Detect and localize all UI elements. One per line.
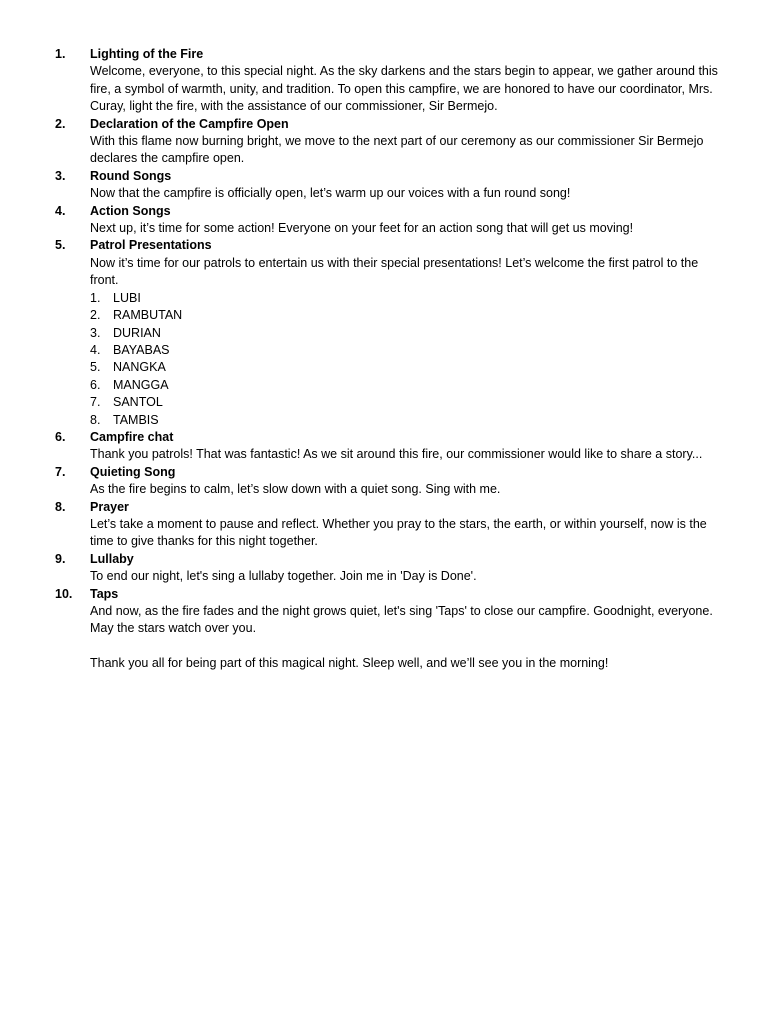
- patrol-name: NANGKA: [113, 360, 166, 375]
- item-title: Quieting Song: [90, 464, 176, 479]
- item-number: 2.: [55, 116, 66, 131]
- program-item-lighting-of-the-fire: [0, 46, 768, 116]
- closing-remarks: Thank you all for being part of this magical night. Sleep well, and we’ll see you in the morning!: [90, 656, 609, 671]
- patrol-number: 7.: [90, 395, 101, 410]
- item-text: To end our night, let's sing a lullaby together. Join me in 'Day is Done'.: [90, 569, 477, 584]
- program-item-declaration: [0, 116, 768, 168]
- patrol-item: [90, 290, 728, 307]
- item-title: Prayer: [90, 499, 129, 514]
- item-text: Welcome, everyone, to this special night. As the sky darkens and the stars begin to appear, we gather around this fire, a symbol of warmth, unity, and tradition. To open this campfire, we are honored to have our coordinator, Mrs. Curay, light the fire, with the assistance of our commissioner, Sir Bermejo.: [90, 64, 718, 114]
- patrol-number: 8.: [90, 412, 101, 427]
- item-text: And now, as the fire fades and the night grows quiet, let's sing 'Taps' to close our campfire. Goodnight, everyone. May the stars watch over you.: [90, 604, 713, 636]
- item-text: As the fire begins to calm, let’s slow down with a quiet song. Sing with me.: [90, 482, 501, 497]
- item-title: Declaration of the Campfire Open: [90, 116, 289, 131]
- campfire-program-list: [0, 46, 768, 638]
- patrol-item: [90, 307, 728, 324]
- patrol-name: SANTOL: [113, 395, 163, 410]
- program-item-quieting-song: [0, 464, 768, 499]
- patrol-item: [90, 394, 728, 411]
- item-number: 5.: [55, 238, 66, 253]
- program-item-patrol-presentations: [0, 237, 768, 428]
- patrol-name: BAYABAS: [113, 342, 170, 357]
- program-item-campfire-chat: [0, 429, 768, 464]
- item-title: Patrol Presentations: [90, 238, 212, 253]
- patrol-name: RAMBUTAN: [113, 308, 183, 323]
- item-title: Round Songs: [90, 168, 172, 183]
- item-title: Lighting of the Fire: [90, 47, 204, 61]
- patrol-number: 4.: [90, 342, 101, 357]
- patrol-name: TAMBIS: [113, 412, 159, 427]
- program-item-taps: [0, 586, 768, 638]
- item-number: 10.: [55, 586, 73, 601]
- item-title: Campfire chat: [90, 429, 174, 444]
- item-number: 3.: [55, 168, 66, 183]
- patrol-number: 5.: [90, 360, 101, 375]
- item-text: Now it’s time for our patrols to entertain us with their special presentations! Let’s welcome the first patrol to the front.: [90, 255, 699, 288]
- item-number: 4.: [55, 203, 66, 218]
- item-text: Thank you patrols! That was fantastic! As we sit around this fire, our commissioner would like to share a story...: [90, 447, 703, 462]
- item-text: Now that the campfire is officially open, let’s warm up our voices with a fun round song!: [90, 186, 571, 201]
- document-page: [0, 46, 768, 685]
- patrol-item: [90, 412, 728, 429]
- patrol-number: 6.: [90, 377, 101, 392]
- patrol-number: 1.: [90, 290, 101, 305]
- item-number: 7.: [55, 464, 66, 479]
- patrol-name: MANGGA: [113, 377, 169, 392]
- patrol-item: [90, 359, 728, 376]
- program-item-prayer: [0, 499, 768, 551]
- program-item-lullaby: [0, 551, 768, 586]
- item-text: Let’s take a moment to pause and reflect. Whether you pray to the stars, the earth, or within yourself, now is the time to give thanks for this night together.: [90, 516, 707, 549]
- patrol-item: [90, 325, 728, 342]
- item-title: Action Songs: [90, 203, 171, 218]
- program-item-round-songs: [0, 168, 768, 203]
- patrol-list: [90, 290, 728, 429]
- item-number: 9.: [55, 551, 66, 566]
- item-title: Lullaby: [90, 551, 134, 566]
- patrol-number: 2.: [90, 308, 101, 323]
- patrol-number: 3.: [90, 325, 101, 340]
- patrol-item: [90, 342, 728, 359]
- patrol-name: DURIAN: [113, 325, 161, 340]
- patrol-item: [90, 377, 728, 394]
- patrol-name: LUBI: [113, 290, 141, 305]
- item-number: 1.: [55, 47, 66, 61]
- item-title: Taps: [90, 586, 119, 601]
- item-text: With this flame now burning bright, we move to the next part of our ceremony as our commissioner Sir Bermejo declares the campfire open.: [90, 134, 704, 166]
- item-text: Next up, it’s time for some action! Everyone on your feet for an action song that will get us moving!: [90, 221, 634, 236]
- program-item-action-songs: [0, 203, 768, 238]
- item-number: 6.: [55, 429, 66, 444]
- item-number: 8.: [55, 499, 66, 514]
